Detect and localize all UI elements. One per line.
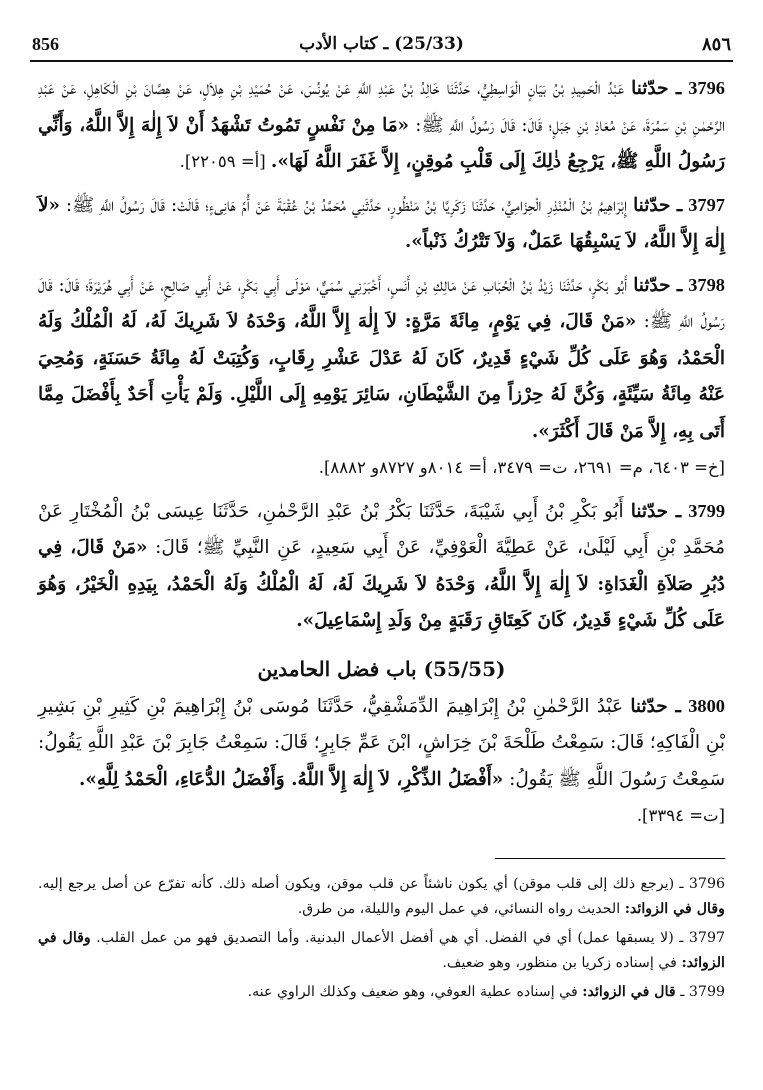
hadith-3799	[38, 493, 725, 640]
hadith-matn: «مَنْ قَالَ، فِي يَوْمٍ، مِائَةَ مَرَّةٍ: لاَ إِلٰهَ إِلاَّ اللَّهُ، وَحْدَهُ لاَ شَرِيكَ لَهُ، لَهُ الْمُلْكُ وَلَهُ الْحَمْدُ، وَهُوَ عَلَى كُلِّ شَيْءٍ قَدِيرٌ، كَانَ لَهُ عَدْلَ عَشْرِ رِقَابٍ، وَكُتِبَتْ لَهُ مِائَةُ حَسَنَةٍ، وَمُحِيَ عَنْهُ مِائَةُ سَيِّئَةٍ، وَكُنَّ لَهُ حِرْزاً مِنَ الشَّيْطَانِ، سَائِرَ يَوْمِهِ إِلَى اللَّيْلِ. وَلَمْ يَأْتِ أَحَدٌ بِأَفْضَلَ مِمَّا أَتَى بِهِ، إِلاَّ مَنْ قَالَ أَكْثَرَ».	[38, 311, 725, 442]
page-number-arabic: ٨٥٦	[701, 34, 731, 55]
footnote-text: الحديث رواه النسائي، في عمل اليوم والليلة، من طرق.	[297, 901, 625, 917]
hadith-reference: [أ= ٢٢٠٥٩].	[179, 152, 271, 171]
hadith-isnad: أَبُو بَكْرِ بْنُ أَبِي شَيْبَةَ، حَدَّثَنَا بَكْرُ بْنُ عَبْدِ الرَّحْمٰنِ، حَدَّثَنَا عِيسَى بْنُ الْمُخْتَارِ عَنْ مُحَمَّدِ بْنِ أَبِي لَيْلَىٰ، عَنْ عَطِيَّةَ الْعَوْفِيِّ، عَنْ أَبِي سَعِيدٍ، عَنِ النَّبِيِّ ﷺ؛ قَالَ:	[38, 500, 725, 558]
hadith-reference: [خ= ٦٤٠٣، م= ٢٦٩١، ت= ٣٤٧٩، أ= ٨٠١٤و ٨٧٢٧و ٨٨٨٢].	[318, 458, 725, 477]
hadith-isnad: إِبْرَاهِيمُ بْنُ الْمُنْذِرِ الْحِزَامِيُّ، حَدَّثَنَا زَكَرِيَّا بْنُ مَنْظُورٍ، حَدَّثَنِي مُحَمَّدُ بْنُ عُقْبَةَ عَنْ أُمِّ هَانِىءٍ؛ قَالَتْ: قَالَ رَسُولُ اللَّهِ ﷺ:	[59, 194, 634, 216]
hadith-isnad: عَبْدُ الرَّحْمٰنِ بْنُ إِبْرَاهِيمَ الدِّمَشْقِيُّ، حَدَّثَنَا مُوسَى بْنُ إِبْرَاهِيمَ بْنِ كَثِيرِ بْنِ بَشِيرِ بْنِ الْفَاكِهِ؛ قَالَ: سَمِعْتُ طَلْحَةَ بْنَ خِرَاشٍ، ابْنَ عَمِّ جَابِرٍ؛ قَالَ: سَمِعْتُ جَابِرَ بْنَ عَبْدِ اللَّهِ يَقُولُ: سَمِعْتُ رَسُولَ اللَّهِ ﷺ يَقُولُ:	[38, 695, 725, 790]
hadith-number: 3799	[688, 500, 726, 521]
footnote-3796	[38, 872, 725, 922]
hadith-number: 3798	[688, 274, 725, 295]
footnote-source-label: قال في الزوائد:	[582, 984, 676, 1000]
footnotes	[38, 872, 725, 1009]
main-text	[38, 70, 725, 841]
hadith-number: 3800	[688, 695, 725, 716]
hadith-number: 3796	[688, 78, 725, 98]
footnote-lead: 3799 ـ	[675, 984, 725, 1000]
footnote-text: في إسناده عطية العوفي، وهو ضعيف وكذلك الراوي عنه.	[247, 984, 583, 1000]
header-rule	[30, 60, 733, 62]
hadith-3797	[38, 187, 725, 261]
hadith-isnad: عَبْدُ الْحَمِيدِ بْنُ بَيَانٍ الْوَاسِطِيُّ، حَدَّثَنَا خَالِدُ بْنُ عَبْدِ اللَّهِ عَنْ يُونُسَ، عَنْ حُمَيْدِ بْنِ هِلاَلٍ، عَنْ هِصَّانَ بْنِ الْكَاهِلِ، عَنْ عَبْدِ الرَّحْمٰنِ بْنِ سَمُرَةَ، عَنْ مُعَاذِ بْنِ جَبَلٍ؛ قَالَ: قَالَ رَسُولُ اللَّهِ ﷺ:	[38, 78, 725, 136]
hadith-opener: ـ حدّثنا	[631, 78, 682, 99]
footnote-source-label: وقال في الزوائد:	[624, 901, 725, 917]
footnote-source-label: وقال في الزوائد:	[38, 930, 725, 971]
footnote-lead: 3796 ـ (يرجع ذلك إلى قلب موقن) أي يكون ناشئاً عن قلب موقن، ويكون أصله ذلك. كأنه تفرّع عن أصل يرجع إليه.	[38, 876, 725, 892]
hadith-matn: «أَفْضَلُ الذِّكْرِ، لاَ إِلٰهَ إِلاَّ اللَّهُ. وَأَفْضَلُ الدُّعَاءِ، الْحَمْدُ لِلَّهِ».	[78, 768, 504, 790]
hadith-reference: [ت= ٣٣٩٤].	[636, 806, 725, 825]
hadith-matn: «مَا مِنْ نَفْسٍ تَمُوتُ تَشْهَدُ أَنْ لاَ إِلٰهَ إِلاَّ اللَّهُ، وَأَنِّي رَسُولُ اللَّهِ ﷺ، يَرْجِعُ ذٰلِكَ إِلَى قَلْبِ مُوقِنٍ، إِلاَّ غَفَرَ اللَّهُ لَهَا».	[38, 114, 725, 172]
hadith-isnad: أَبُو بَكْرٍ، حَدَّثَنَا زَيْدُ بْنُ الْحُبَابِ عَنْ مَالِكِ بْنِ أَنَسٍ، أَخْبَرَنِي سُمَيٌّ، مَوْلَى أَبِي بَكْرٍ، عَنْ أَبِي صَالِحٍ، عَنْ أَبِي هُرَيْرَةَ؛ قَالَ: قَالَ رَسُولُ اللَّهِ ﷺ:	[38, 274, 725, 332]
page-header	[30, 30, 733, 60]
running-title: (25/33) ـ كتاب الأدب	[299, 34, 464, 54]
footnote-lead: 3797 ـ (لا يسبقها عمل) أي في الفضل. أي هي أفضل الأعمال البدنية. وأما التصديق فهو من عمل القلب.	[90, 930, 726, 946]
hadith-opener: ـ حدّثنا	[633, 194, 683, 216]
hadith-3798	[38, 267, 725, 487]
hadith-opener: ـ حدّثنا	[633, 274, 683, 296]
footnote-text: في إسناده زكريا بن منظور، وهو ضعيف.	[442, 955, 682, 971]
hadith-3800	[38, 688, 725, 835]
hadith-3796	[38, 70, 725, 181]
footnote-rule	[495, 858, 725, 859]
hadith-number: 3797	[688, 194, 725, 215]
chapter-heading: (55/55) باب فضل الحامدين	[257, 656, 506, 681]
hadith-opener: ـ حدّثنا	[630, 695, 681, 717]
footnote-3797	[38, 926, 725, 976]
hadith-matn: «مَنْ قَالَ، فِي دُبُرِ صَلاَةِ الْغَدَاةِ: لاَ إِلٰهَ إِلاَّ اللَّهُ، وَحْدَهُ لاَ شَرِيكَ لَهُ، لَهُ الْمُلْكُ وَلَهُ الْحَمْدُ، بِيَدِهِ الْخَيْرُ، وَهُوَ عَلَى كُلِّ شَيْءٍ قَدِيرٌ، كَانَ كَعِتَاقِ رَقَبَةٍ مِنْ وَلَدِ إِسْمَاعِيلَ».	[38, 537, 725, 631]
page-number-latin: 856	[32, 34, 59, 54]
hadith-matn: «لاَ إِلٰهَ إِلاَّ اللَّهُ، لاَ يَسْبِقُهَا عَمَلٌ، وَلاَ تَتْرُكُ ذَنْباً».	[38, 194, 725, 252]
hadith-opener: ـ حدّثنا	[630, 500, 682, 522]
footnote-3799	[38, 980, 725, 1005]
